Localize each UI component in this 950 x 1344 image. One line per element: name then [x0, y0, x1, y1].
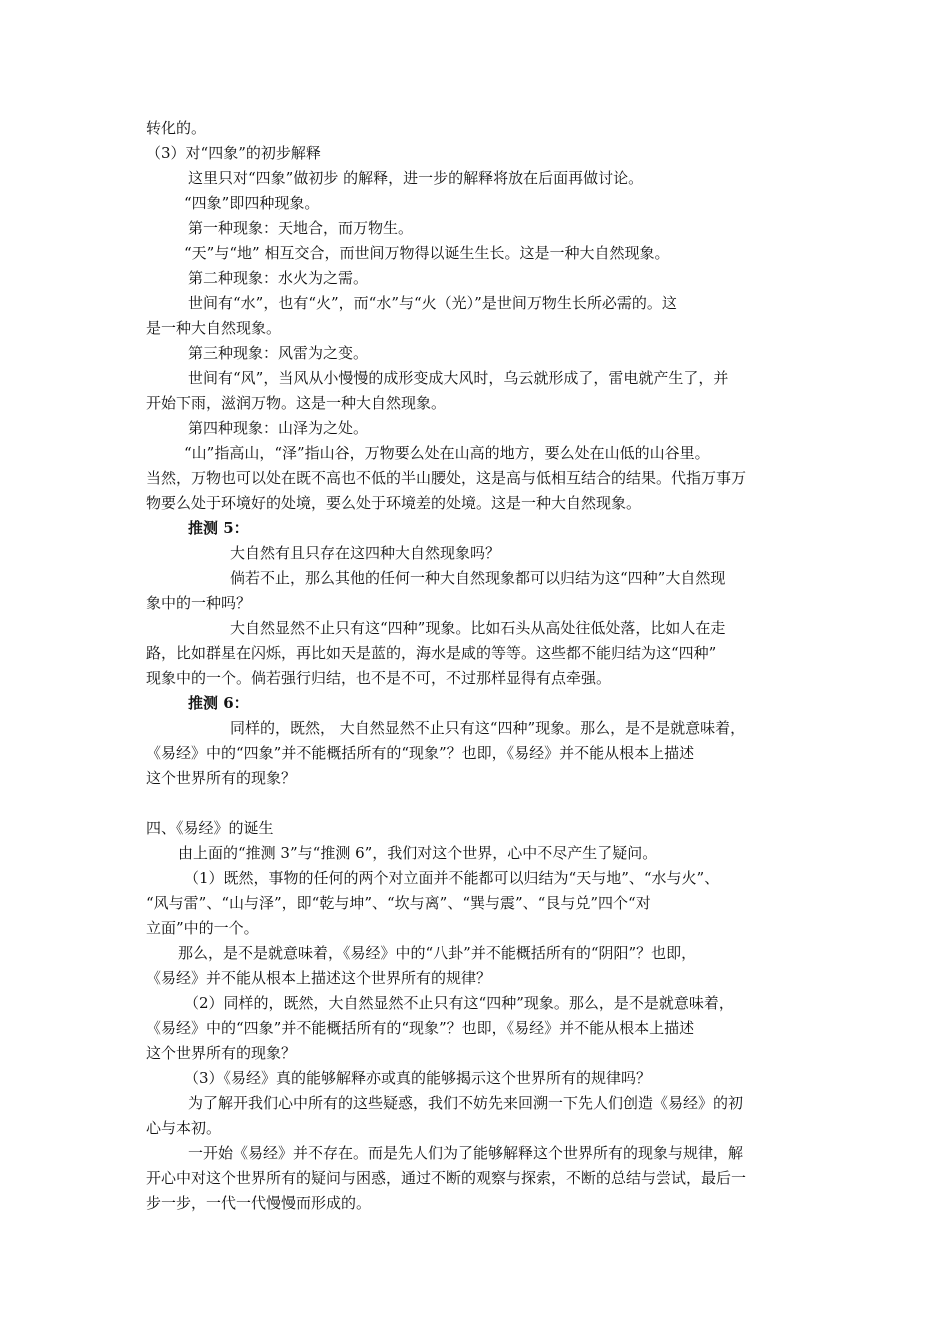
section-title: 四、《易经》的诞生 — [146, 819, 274, 837]
text-line: 这个世界所有的现象？ — [146, 769, 297, 787]
text-line: 这里只对“四象”做初步 的解释，进一步的解释将放在后面再做讨论。 — [188, 169, 644, 187]
text-line: 第二种现象：水火为之需。 — [188, 269, 369, 287]
text-line: “天”与“地” 相互交合，而世间万物得以诞生生长。这是一种大自然现象。 — [184, 244, 670, 262]
text-line: “风与雷”、“山与泽”，即“乾与坤”、“坎与离”、“巽与震”、“艮与兑”四个“对 — [146, 894, 651, 912]
section-heading: （3）对“四象”的初步解释 — [146, 144, 321, 162]
text-line: 开心中对这个世界所有的疑问与困惑，通过不断的观察与探索，不断的总结与尝试，最后一 — [146, 1169, 747, 1187]
text-line: 大自然有且只存在这四种大自然现象吗？ — [230, 544, 501, 562]
text-line: 步一步，一代一代慢慢而形成的。 — [146, 1194, 372, 1212]
text-line: 转化的。 — [146, 119, 207, 137]
text-line: 第一种现象：天地合，而万物生。 — [188, 219, 414, 237]
text-line: 世间有“风”，当风从小慢慢的成形变成大风时，乌云就形成了，雷电就产生了，并 — [188, 369, 729, 387]
text-line: 开始下雨，滋润万物。这是一种大自然现象。 — [146, 394, 447, 412]
text-line: 倘若不止，那么其他的任何一种大自然现象都可以归结为这“四种”大自然现 — [230, 569, 726, 587]
text-line: 现象中的一个。倘若强行归结，也不是不可，不过那样显得有点牵强。 — [146, 669, 612, 687]
text-line: 《易经》中的“四象”并不能概括所有的“现象”？也即，《易经》并不能从根本上描述 — [146, 744, 695, 762]
text-line: “四象”即四种现象。 — [184, 194, 320, 212]
text-line: （2）同样的，既然，大自然显然不止只有这“四种”现象。那么，是不是就意味着， — [184, 994, 734, 1012]
text-line: 为了解开我们心中所有的这些疑惑，我们不妨先来回溯一下先人们创造《易经》的初 — [188, 1094, 744, 1112]
text-line: 当然，万物也可以处在既不高也不低的半山腰处，这是高与低相互结合的结果。代指万事万 — [146, 469, 747, 487]
text-line: 由上面的“推测 3”与“推测 6”，我们对这个世界，心中不尽产生了疑问。 — [178, 844, 658, 862]
text-line: 第四种现象：山泽为之处。 — [188, 419, 369, 437]
text-line: （1）既然，事物的任何的两个对立面并不能都可以归结为“天与地”、“水与火”、 — [184, 869, 720, 887]
text-line: 这个世界所有的现象？ — [146, 1044, 297, 1062]
text-line: 大自然显然不止只有这“四种”现象。比如石头从高处往低处落，比如人在走 — [230, 619, 726, 637]
text-line: 世间有“水”，也有“火”，而“水”与“火（光）”是世间万物生长所必需的。这 — [188, 294, 677, 312]
text-line: 物要么处于环境好的处境，要么处于环境差的处境。这是一种大自然现象。 — [146, 494, 642, 512]
text-line: “山”指高山，“泽”指山谷，万物要么处在山高的地方，要么处在山低的山谷里。 — [184, 444, 710, 462]
text-line: 第三种现象：风雷为之变。 — [188, 344, 369, 362]
text-line: 一开始《易经》并不存在。而是先人们为了能够解释这个世界所有的现象与规律，解 — [188, 1144, 744, 1162]
text-line: 立面”中的一个。 — [146, 919, 259, 937]
text-line: 《易经》中的“四象”并不能概括所有的“现象”？也即，《易经》并不能从根本上描述 — [146, 1019, 695, 1037]
inference-heading: 推测 6： — [188, 694, 249, 712]
text-line: 是一种大自然现象。 — [146, 319, 282, 337]
text-line: 那么，是不是就意味着，《易经》中的“八卦”并不能概括所有的“阴阳”？也即， — [178, 944, 697, 962]
text-line: 路，比如群星在闪烁，再比如天是蓝的，海水是咸的等等。这些都不能归结为这“四种” — [146, 644, 717, 662]
text-line: （3）《易经》真的能够解释亦或真的能够揭示这个世界所有的规律吗？ — [184, 1069, 652, 1087]
text-line: 象中的一种吗？ — [146, 594, 252, 612]
text-line: 心与本初。 — [146, 1119, 222, 1137]
text-line: 《易经》并不能从根本上描述这个世界所有的规律？ — [146, 969, 492, 987]
text-line: 同样的，既然， 大自然显然不止只有这“四种”现象。那么，是不是就意味着， — [230, 719, 746, 737]
inference-heading: 推测 5： — [188, 519, 249, 537]
